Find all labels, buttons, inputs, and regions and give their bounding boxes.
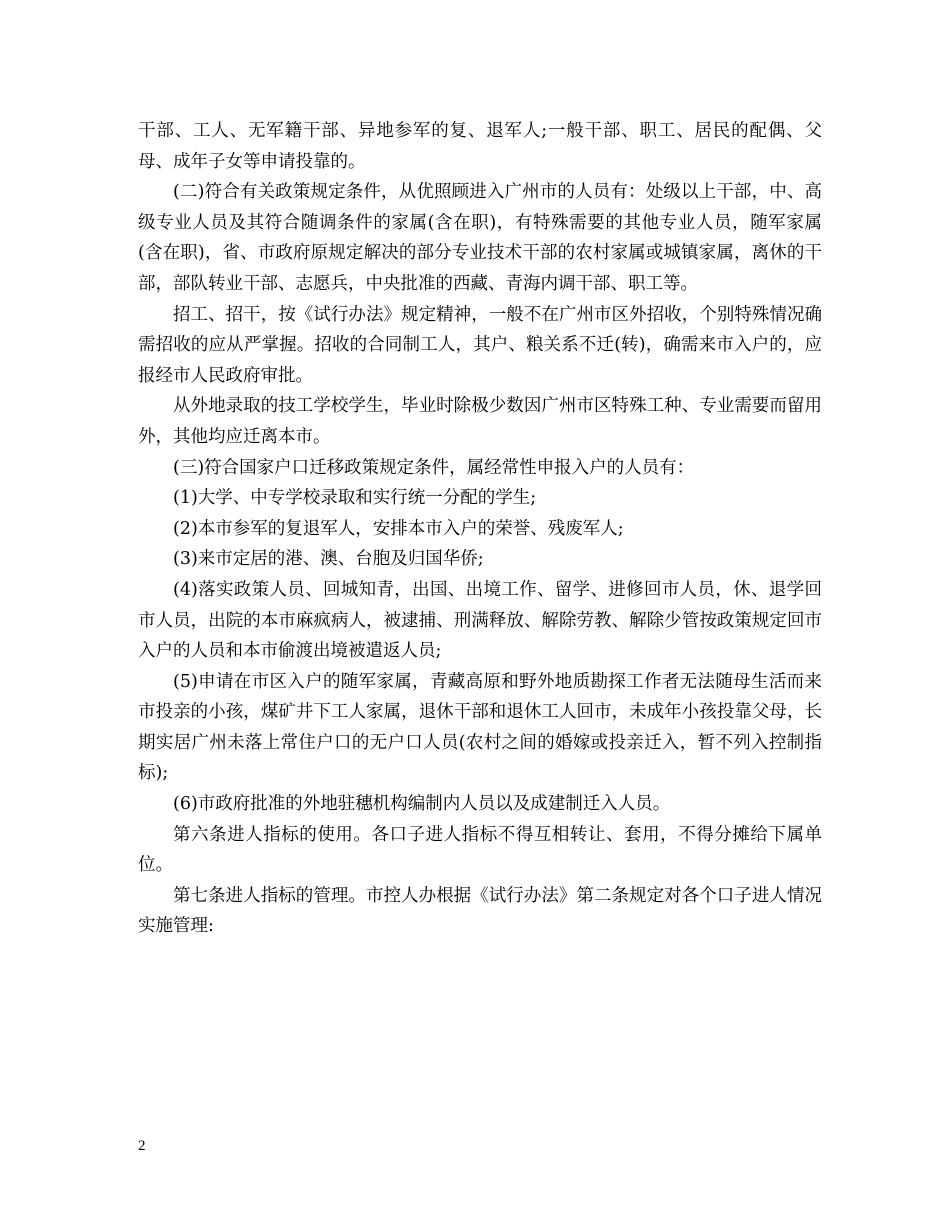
page-number: 2 [138, 1138, 146, 1154]
paragraph-12: 第六条进人指标的使用。各口子进人指标不得互相转让、套用，不得分摊给下属单位。 [138, 824, 822, 876]
paragraph-1: 干部、工人、无军籍干部、异地参军的复、退军人;一般干部、职工、居民的配偶、父母、成年子女等申请投靠的。 [138, 121, 822, 172]
paragraph-6: (1)大学、中专学校录取和实行统一分配的学生; [173, 488, 537, 509]
paragraph-3: 招工、招干，按《试行办法》规定精神，一般不在广州市区外招收，个别特殊情况确需招收的应从严掌握。招收的合同制工人，其户、粮关系不迁(转)，确需来市入户的，应报经市人民政府审批。 [138, 304, 822, 386]
paragraph-9: (4)落实政策人员、回城知青，出国、出境工作、留学、进修回市人员，休、退学回市人员，出院的本市麻疯病人，被逮捕、刑满释放、解除劳教、解除少管按政策规定回市入户的人员和本市偷渡出境被遣返人员; [138, 579, 822, 662]
document-body [138, 116, 822, 942]
paragraph-5: (三)符合国家户口迁移政策规定条件，属经常性申报入户的人员有： [173, 457, 695, 478]
paragraph-2: (二)符合有关政策规定条件，从优照顾进入广州市的人员有：处级以上干部，中、高级专业人员及其符合随调条件的家属(含在职)，有特殊需要的其他专业人员，随军家属(含在职)，省、市政府原规定解决的部分专业技术干部的农村家属或城镇家属，离休的干部，部队转业干部、志愿兵，中央批准的西藏、青海内调干部、职工等。 [138, 182, 822, 294]
paragraph-13: 第七条进人指标的管理。市控人办根据《试行办法》第二条规定对各个口子进人情况实施管理: [138, 885, 822, 937]
paragraph-4: 从外地录取的技工学校学生，毕业时除极少数因广州市区特殊工种、专业需要而留用外，其他均应迁离本市。 [138, 396, 822, 447]
paragraph-11: (6)市政府批准的外地驻穗机构编制内人员以及成建制迁入人员。 [173, 794, 671, 815]
paragraph-8: (3)来市定居的港、澳、台胞及归国华侨; [173, 549, 484, 570]
paragraph-7: (2)本市参军的复退军人，安排本市入户的荣誉、残废军人; [173, 518, 624, 539]
paragraph-10: (5)申请在市区入户的随军家属，青藏高原和野外地质勘探工作者无法随母生活而来市投亲的小孩，煤矿井下工人家属，退休干部和退休工人回市，未成年小孩投靠父母，长期实居广州未落上常住户口的无户口人员(农村之间的婚嫁或投亲迁入，暂不列入控制指标); [138, 671, 822, 784]
